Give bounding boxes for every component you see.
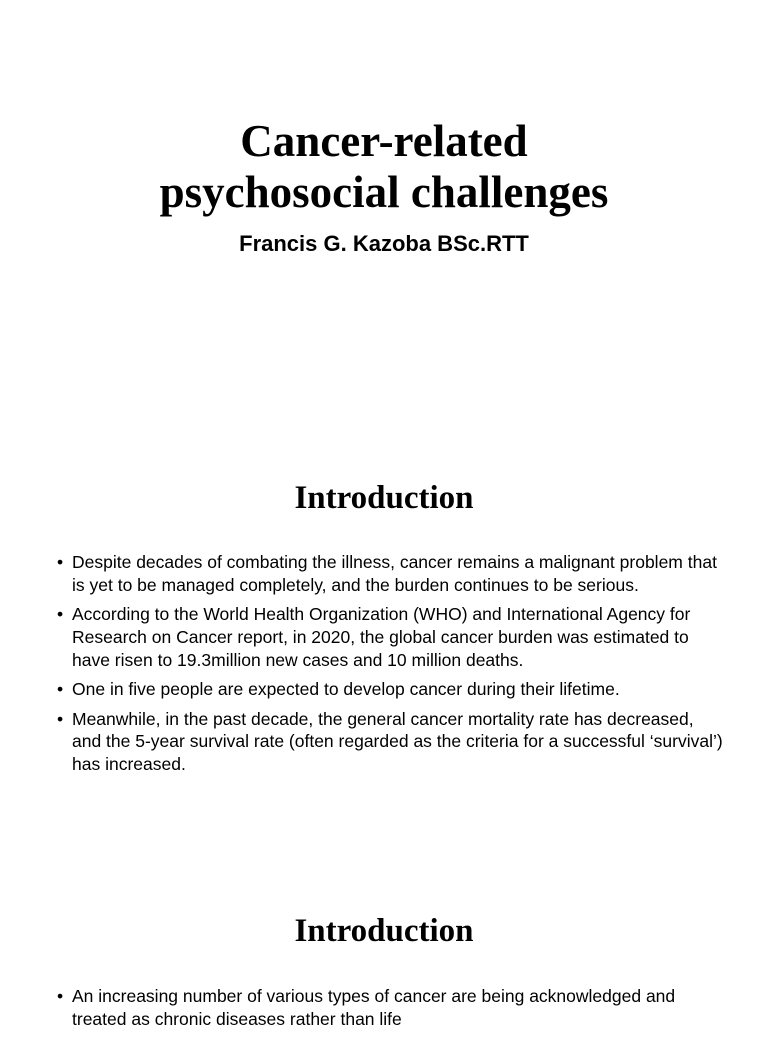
bullet-item: • Despite decades of combating the illness, cancer remains a malignant problem that is yet to be managed completely, and the burden continues to be serious. [54, 551, 724, 597]
bullet-item: • An increasing number of various types of cancer are being acknowledged and treated as chronic diseases rather than life [54, 985, 724, 1031]
title-line-2: psychosocial challenges [159, 167, 609, 217]
author-subtitle: Francis G. Kazoba BSc.RTT [239, 231, 529, 256]
section-heading: Introduction [294, 913, 474, 949]
section-heading: Introduction [294, 480, 474, 516]
bullet-item: • One in five people are expected to develop cancer during their lifetime. [54, 678, 724, 701]
bullet-list [54, 985, 724, 1037]
bullet-item: • Meanwhile, in the past decade, the general cancer mortality rate has decreased, and the 5-year survival rate (often regarded as the criteria for a successful ‘survival’) has increased. [54, 708, 724, 776]
bullet-item: • According to the World Health Organization (WHO) and International Agency for Research on Cancer report, in 2020, the global cancer burden was estimated to have risen to 19.3million new cases and 10 million deaths. [54, 603, 724, 671]
title-line-1: Cancer-related [240, 116, 528, 166]
